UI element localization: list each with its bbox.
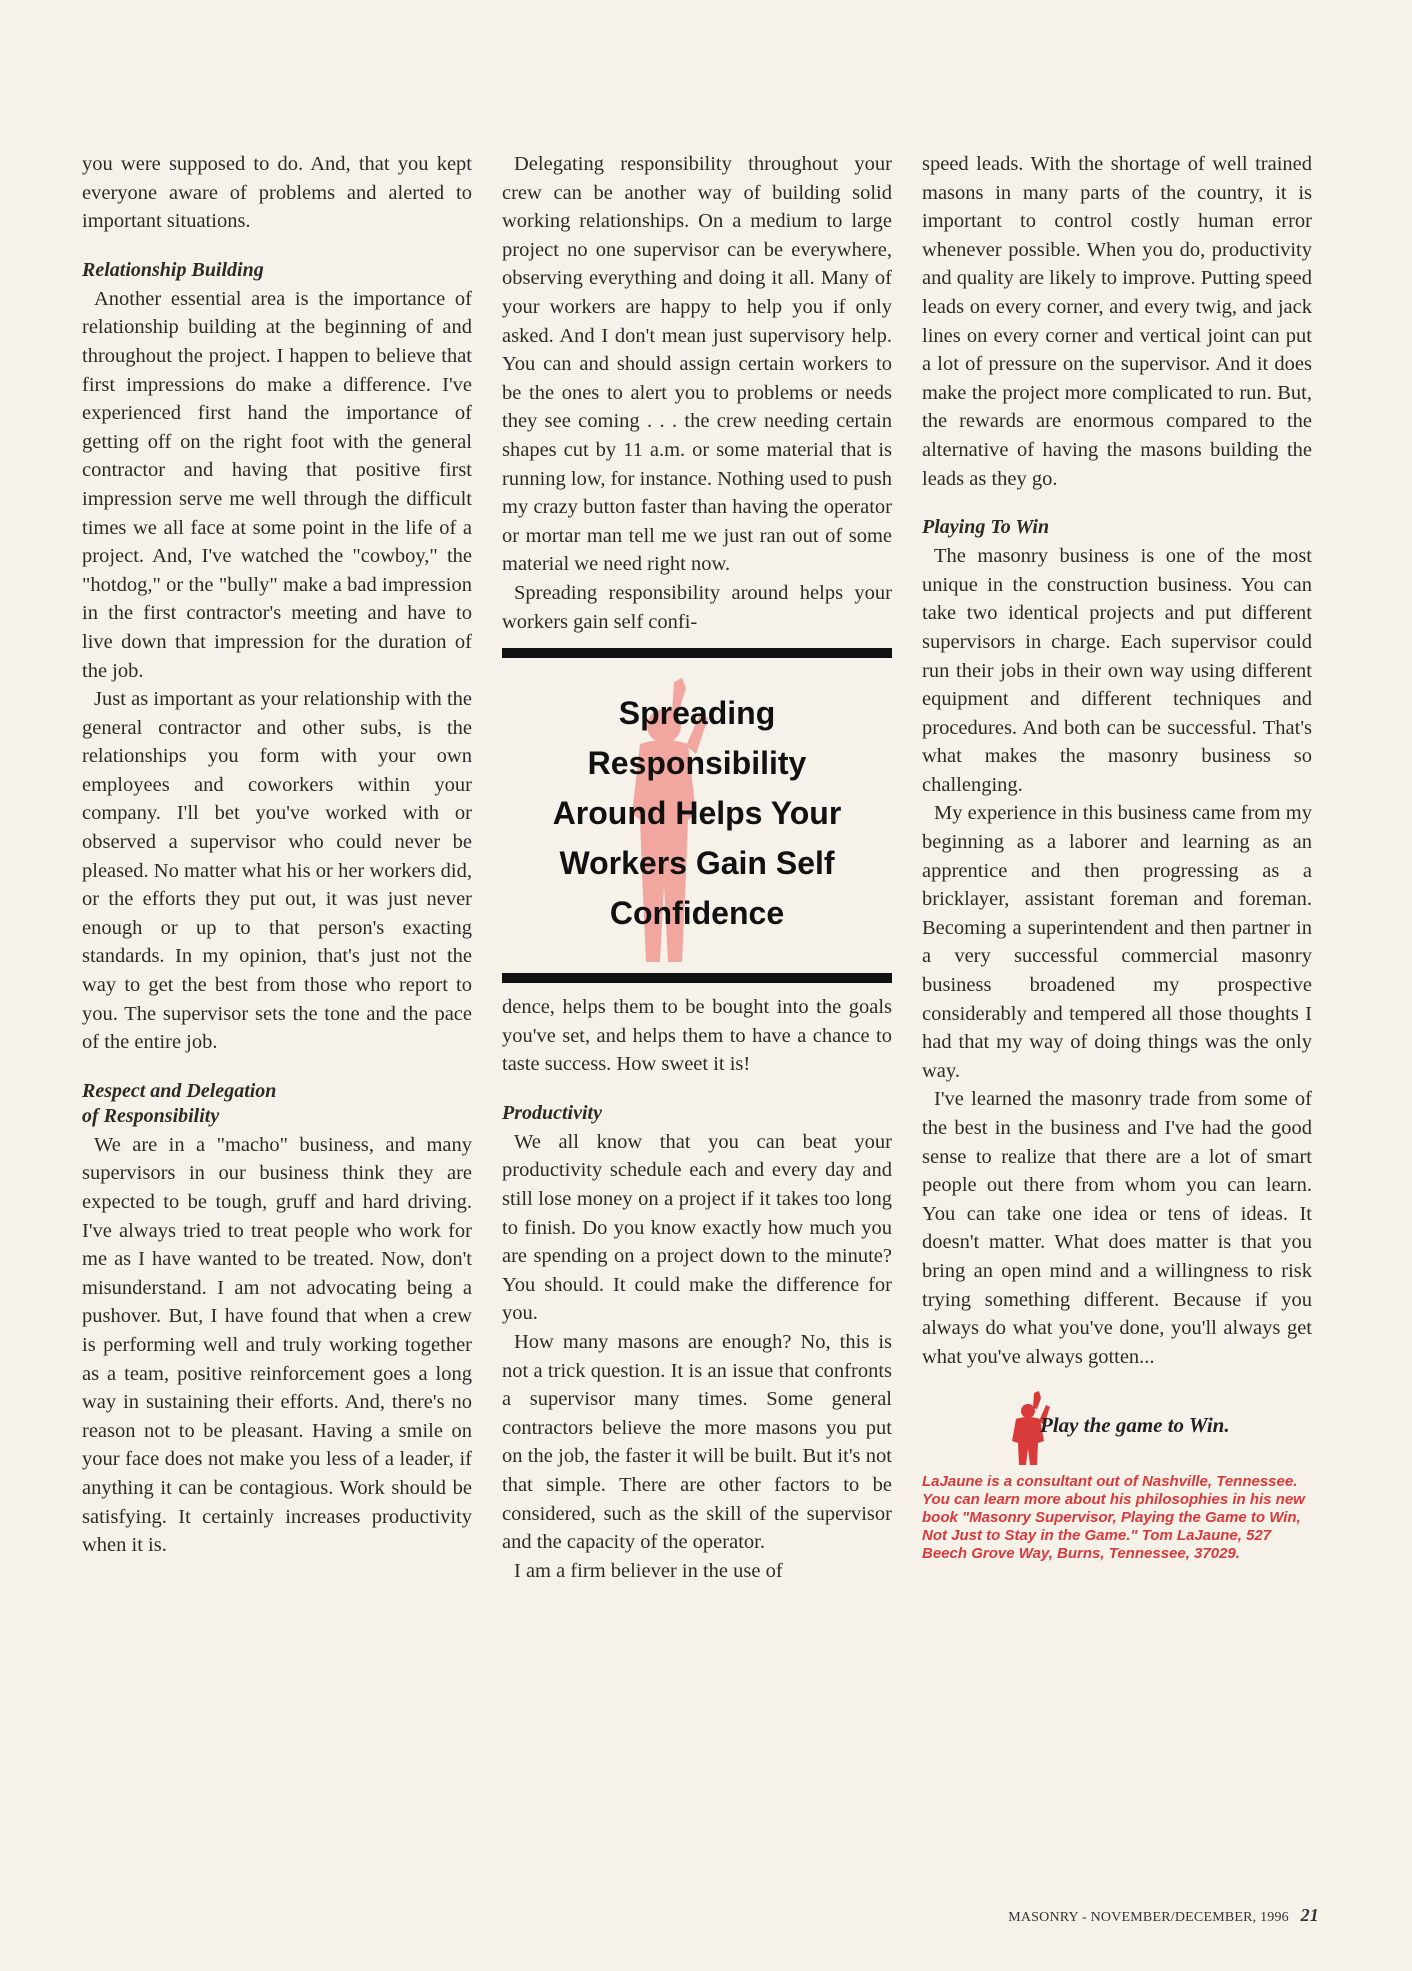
paragraph: Just as important as your relationship with the general contractor and other subs, is the relationships you form with your own employees and coworkers within your company. I'll bet you've worked with or observed a supervisor who could never be pleased. No matter what his or her workers did, or the efforts they put out, it was just never enough or up to that person's exacting standards. In my opinion, that's just not the way to get the best from those who report to you. The supervisor sets the tone and the pace of the entire job. xyxy=(82,688,472,1054)
pull-quote-line: Confidence xyxy=(609,895,785,932)
article-column-3 xyxy=(922,150,1312,1563)
pull-quote xyxy=(502,648,892,983)
article-column-2 xyxy=(502,150,892,1585)
subhead-playing-to-win: Playing To Win xyxy=(922,516,1050,539)
pull-quote-top-rule xyxy=(502,648,892,658)
paragraph: speed leads. With the shortage of well trained masons in many parts of the country, it is important to control costly human error whenever possible. When you do, productivity and quality are likely to improve. Putting speed leads on every corner, and every twig, and jack lines on every corner and vertical joint can put a lot of pressure on the supervisor. And it does make the project more complicated to run. But, the rewards are enormous compared to the alternative of having the masons building the leads as they go. xyxy=(922,153,1312,490)
publication-folio: MASONRY - NOVEMBER/DECEMBER, 1996 xyxy=(1008,1910,1289,1925)
subhead-productivity: Productivity xyxy=(502,1101,602,1124)
paragraph: Delegating responsibility throughout your crew can be another way of building solid working relationships. On a medium to large project no one supervisor can be everywhere, observing everything and doing it all. Many of your workers are happy to help you if only asked. And I don't mean just supervisory help. You can and should assign certain workers to be the ones to alert you to problems or needs they see coming . . . the crew needing certain shapes cut by 11 a.m. or some material that is running low, for instance. Nothing used to push my crazy button faster than having the operator or mortar man tell me we just ran out of some material we need right now. xyxy=(502,153,892,576)
pull-quote-line: Spreading xyxy=(618,695,776,732)
pull-quote-bottom-rule xyxy=(502,973,892,983)
pull-quote-line: Around Helps Your xyxy=(552,795,842,832)
paragraph: My experience in this business came from my beginning as a laborer and learning as an apprentice and then progressing as a bricklayer, assistant foreman and foreman. Becoming a superintendent and then partner in a very successful commercial masonry business broadened my prospective considerably and tempered all those thoughts I had that my way of doing things was the only way. xyxy=(922,802,1312,1082)
paragraph: I am a firm believer in the use of xyxy=(514,1559,783,1582)
paragraph: Another essential area is the importance of relationship building at the beginning of and throughout the project. I happen to believe that first impressions do make a difference. I've experienced first hand the importance of getting off on the right foot with the general contractor and having that positive first impression serve me well through the difficult times we all face at some point in the life of a project. And, I've watched the "cowboy," the "hotdog," or the "bully" make a bad impression in the first contractor's meeting and have to live down that impression for the duration of the job. xyxy=(82,287,472,682)
subhead-relationship-building: Relationship Building xyxy=(82,258,264,281)
paragraph: The masonry business is one of the most unique in the construction business. You can take two identical projects and put different supervisors in charge. Each supervisor could run their jobs in their own way using different equipment and different techniques and procedures. And both can be successful. That's what makes the masonry business so challenging. xyxy=(922,545,1312,796)
paragraph: We all know that you can beat your productivity schedule each and every day and still lose money on a project if it takes too long to finish. Do you know exactly how much you are spending on a project down to the minute? You should. It could make the difference for you. xyxy=(502,1130,892,1325)
paragraph: dence, helps them to be bought into the goals you've set, and helps them to have a chance to taste success. How sweet it is! xyxy=(502,996,892,1076)
paragraph: Spreading responsibility around helps your workers gain self confi- xyxy=(502,581,892,633)
closing-signoff xyxy=(922,1391,1312,1465)
paragraph: How many masons are enough? No, this is not a trick question. It is an issue that confronts a supervisor many times. Some general contractors believe the more masons you put on the job, the faster it will be built. But it's not that simple. There are other factors to be considered, such as the skill of the supervisor and the capacity of the operator. xyxy=(502,1331,892,1554)
page-footer xyxy=(919,1905,1319,1926)
page-number: 21 xyxy=(1300,1905,1319,1925)
closing-line: Play the game to Win. xyxy=(1040,1413,1230,1438)
paragraph: I've learned the masonry trade from some of the best in the business and I've had the good sense to realize that there are a lot of smart people out there from whom you can learn. You can take one idea or tens of ideas. It doesn't matter. What does matter is that you bring an open mind and a willingness to risk trying something different. Because if you always do what you've done, you'll always get what you've always gotten... xyxy=(922,1088,1312,1368)
paragraph: We are in a "macho" business, and many supervisors in our business think they are expected to be tough, gruff and hard driving. I've always tried to treat people who work for me as I have wanted to be treated. Now, don't misunderstand. I am not advocating being a pushover. But, I have found that when a crew is performing well and truly working together as a team, positive reinforcement goes a long way in sustaining their efforts. And, there's no reason not to be pleasant. Having a smile on your face does not make you less of a leader, if anything it can be contagious. Work should be satisfying. It certainly increases productivity when it is. xyxy=(82,1133,472,1557)
article-column-1 xyxy=(82,150,472,1560)
pull-quote-line: Workers Gain Self xyxy=(559,845,835,882)
paragraph: you were supposed to do. And, that you kept everyone aware of problems and alerted to important situations. xyxy=(82,153,472,233)
author-bio: LaJaune is a consultant out of Nashville, Tennessee. You can learn more about his philosophies in his new book "Masonry Supervisor, Playing the Game to Win, Not Just to Stay in the Game." Tom LaJaune, 527 Beech Grove Way, Burns, Tennessee, 37029. xyxy=(922,1473,1305,1563)
subhead-line: Respect and Delegation xyxy=(82,1079,277,1102)
pull-quote-line: Responsibility xyxy=(587,745,807,782)
pull-quote-text xyxy=(502,688,892,938)
subhead-respect-delegation xyxy=(82,1079,472,1129)
subhead-line: of Responsibility xyxy=(82,1104,220,1127)
